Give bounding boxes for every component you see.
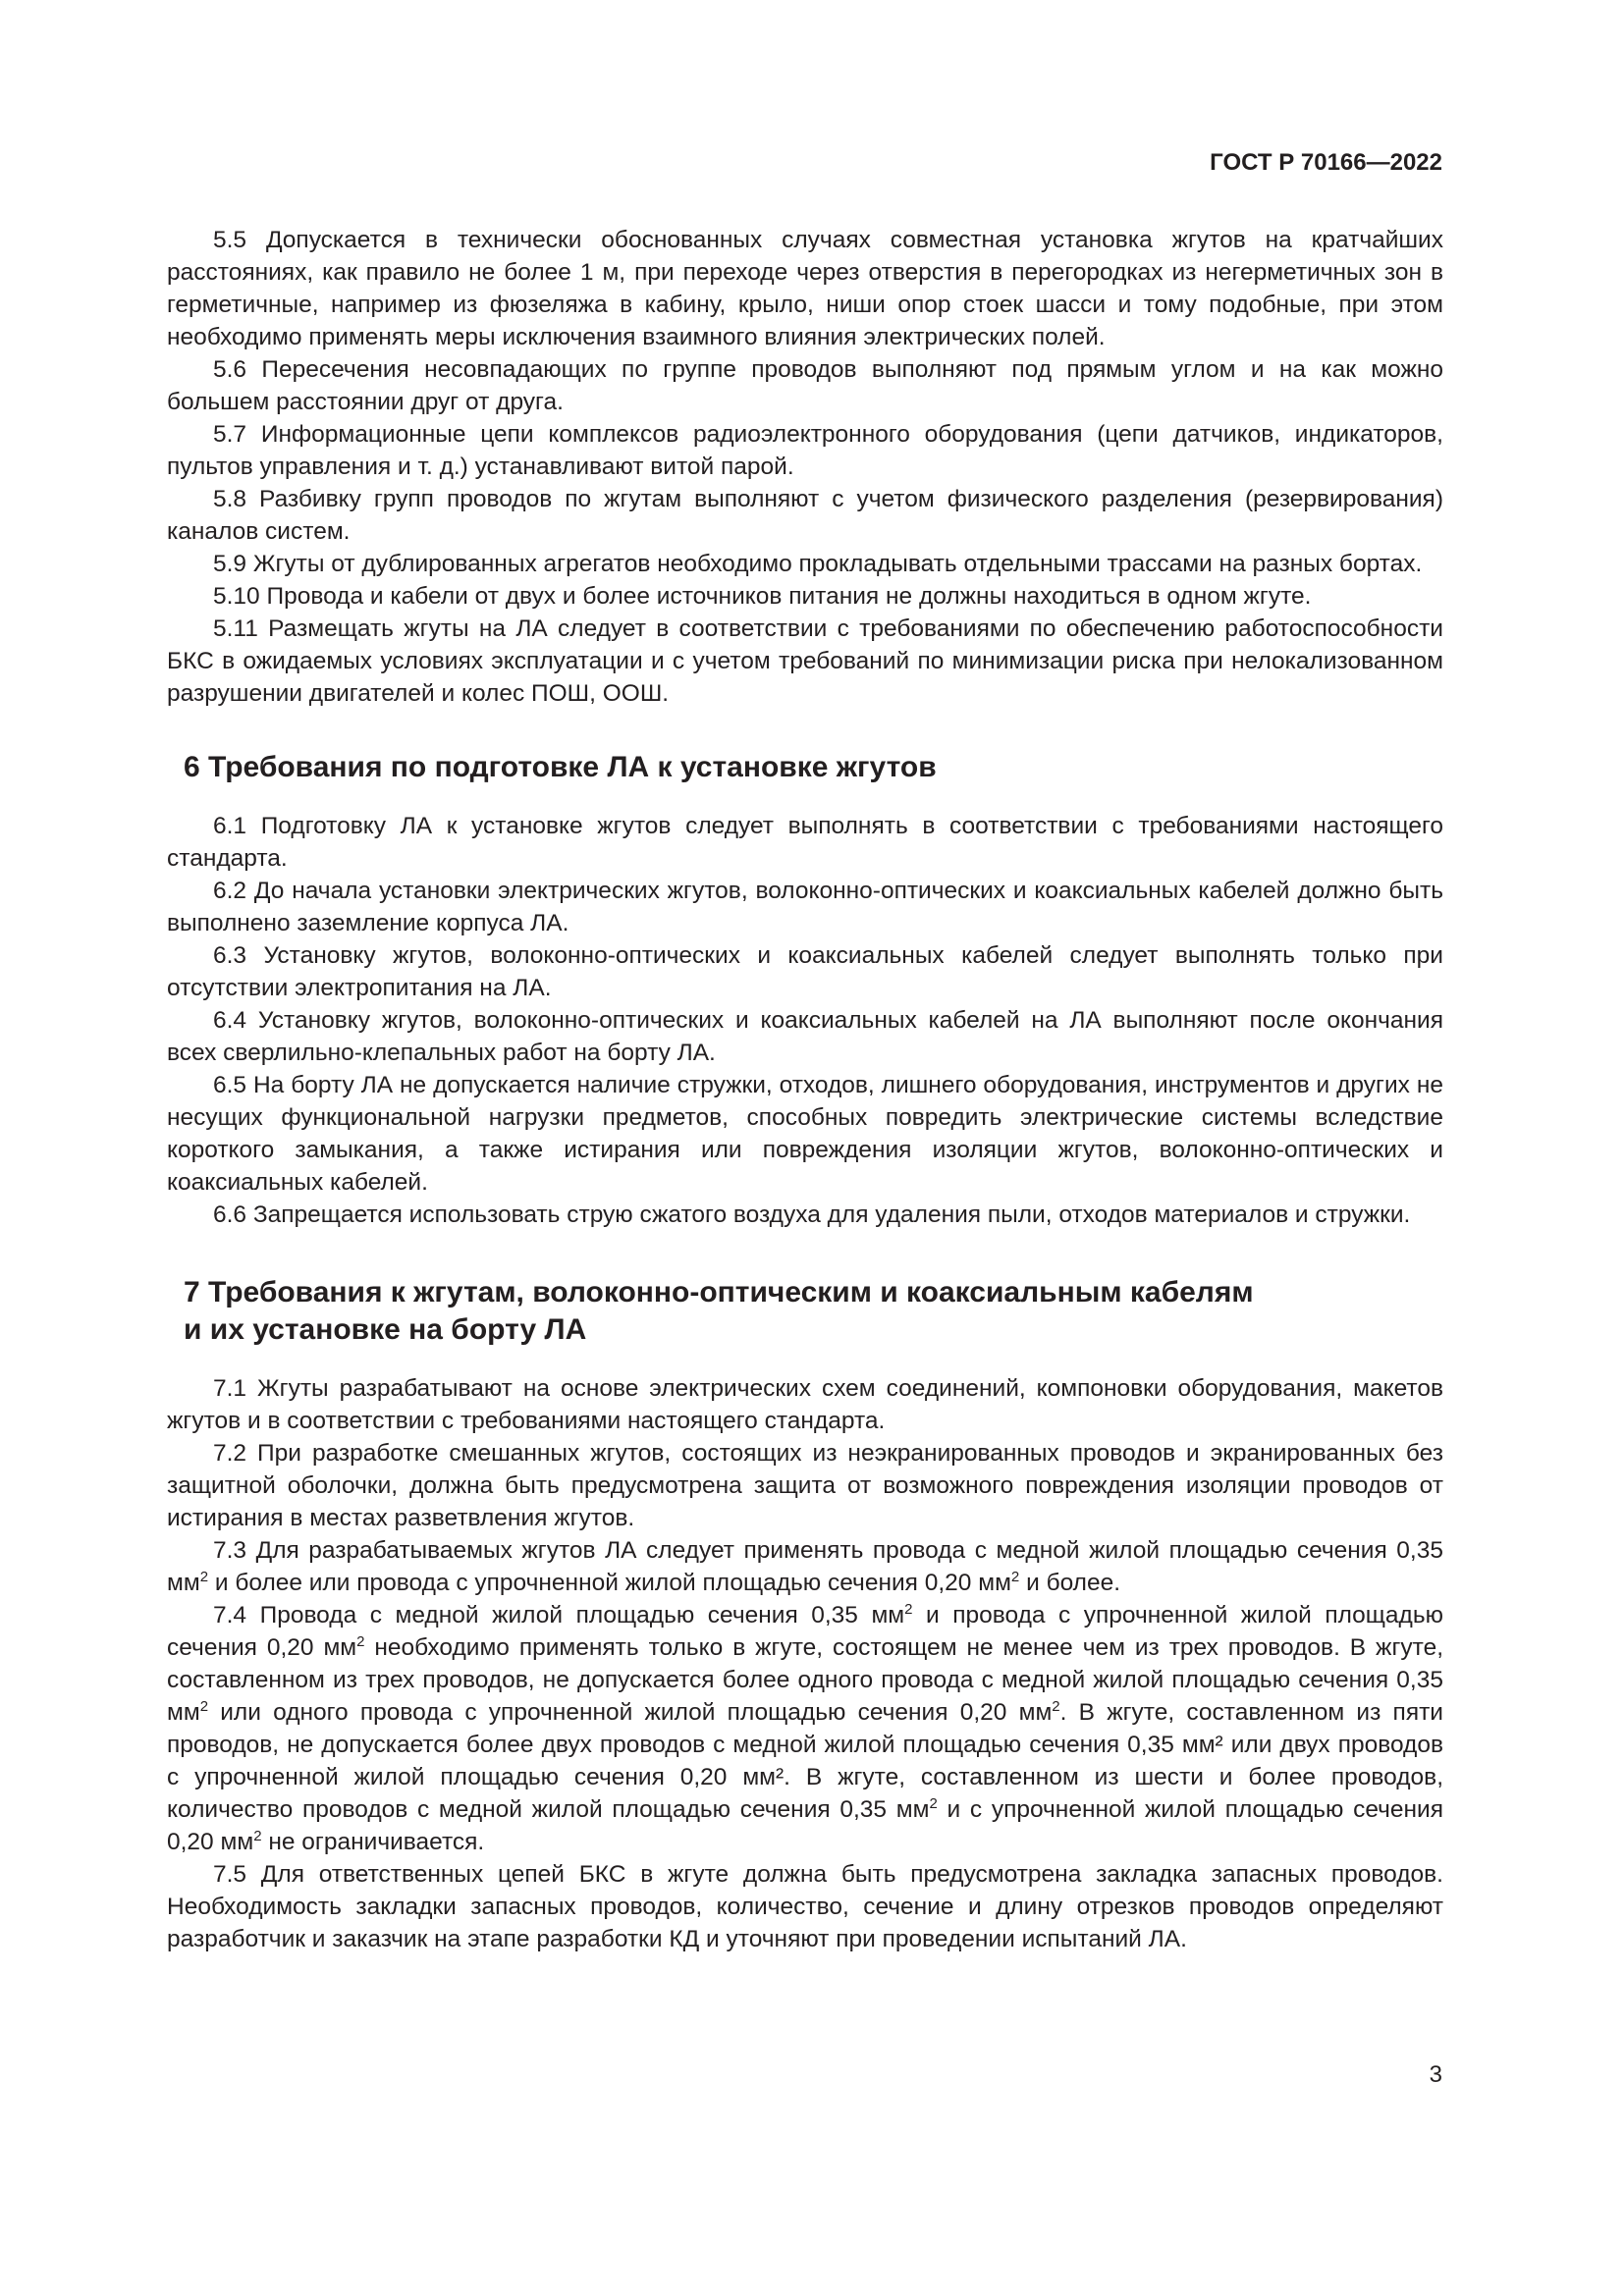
- text-run: или одного провода с упрочненной жилой площадью сечения 0,20 мм: [208, 1699, 1053, 1726]
- clause-7-2: 7.2 При разработке смешанных жгутов, состоящих из неэкранированных проводов и экранированных без защитной оболочки, должна быть предусмотрена защита от возможного повреждения изоляции проводов от истирания в местах разветвления жгутов.: [167, 1440, 1443, 1531]
- clause-5-8: 5.8 Разбивку групп проводов по жгутам выполняют с учетом физического разделения (резервирования) каналов систем.: [167, 486, 1443, 545]
- superscript: 2: [929, 1795, 938, 1812]
- page-body: [167, 224, 1443, 1955]
- clause-5-11: 5.11 Размещать жгуты на ЛА следует в соответствии с требованиями по обеспечению работоспособности БКС в ожидаемых условиях эксплуатации и с учетом требований по минимизации риска при нелокализованном разрушении двигателей и колес ПОШ, ООШ.: [167, 615, 1443, 707]
- clause-7-4: [167, 1599, 1443, 1858]
- section-6-heading: 6 Требования по подготовке ЛА к установке жгутов: [184, 751, 937, 783]
- clause-5-9: 5.9 Жгуты от дублированных агрегатов необходимо прокладывать отдельными трассами на разных бортах.: [213, 551, 1423, 577]
- clause-7-1: 7.1 Жгуты разрабатывают на основе электрических схем соединений, компоновки оборудования, макетов жгутов и в соответствии с требованиями настоящего стандарта.: [167, 1375, 1443, 1434]
- superscript: 2: [904, 1601, 913, 1618]
- clause-5-5: 5.5 Допускается в технически обоснованных случаях совместная установка жгутов на кратчайших расстояниях, как правило не более 1 м, при переходе через отверстия в перегородках из негерметичных зон в герметичные, например из фюзеляжа в кабину, крыло, ниши опор стоек шасси и тому подобные, при этом необходимо применять меры исключения взаимного влияния электрических полей.: [167, 227, 1443, 350]
- clause-7-3: [167, 1534, 1443, 1599]
- text-run: и более или провода с упрочненной жилой площадью сечения 0,20 мм: [208, 1570, 1011, 1596]
- clause-5-7: 5.7 Информационные цепи комплексов радиоэлектронного оборудования (цепи датчиков, индикаторов, пультов управления и т. д.) устанавливают витой парой.: [167, 421, 1443, 480]
- clause-5-6: 5.6 Пересечения несовпадающих по группе проводов выполняют под прямым углом и на как можно большем расстоянии друг от друга.: [167, 356, 1443, 415]
- page-number: 3: [1429, 2061, 1442, 2088]
- section-7-heading-line-2: и их установке на борту ЛА: [184, 1313, 587, 1346]
- text-run: и провода с упрочненной жилой площадью сечения 0,20 мм: [167, 1602, 1443, 1661]
- text-run: . В жгуте, составленном из пяти проводов, не допускается более двух проводов с медной жилой площадью сечения 0,35 мм² или двух проводов с упрочненной жилой площадью сечения 0,20 мм². В жгуте, составленном из шести и более проводов, количество проводов с медной жилой площадью сечения 0,35 мм: [167, 1699, 1443, 1823]
- clause-6-4: 6.4 Установку жгутов, волоконно-оптических и коаксиальных кабелей на ЛА выполняют после окончания всех сверлильно-клепальных работ на борту ЛА.: [167, 1007, 1443, 1066]
- clause-5-10: 5.10 Провода и кабели от двух и более источников питания не должны находиться в одном жгуте.: [213, 583, 1312, 610]
- superscript: 2: [356, 1633, 365, 1650]
- text-run: и более.: [1019, 1570, 1121, 1596]
- superscript: 2: [253, 1828, 262, 1844]
- text-run: 7.4 Провода с медной жилой площадью сечения 0,35 мм: [213, 1602, 905, 1629]
- clause-6-6: 6.6 Запрещается использовать струю сжатого воздуха для удаления пыли, отходов материалов и стружки.: [213, 1201, 1411, 1228]
- clause-6-5: 6.5 На борту ЛА не допускается наличие стружки, отходов, лишнего оборудования, инструментов и других не несущих функциональной нагрузки предметов, способных повредить электрические системы вследствие короткого замыкания, а также истирания или повреждения изоляции жгутов, волоконно-оптических и коаксиальных кабелей.: [167, 1072, 1443, 1196]
- text-run: необходимо применять только в жгуте, состоящем не менее чем из трех проводов. В жгуте, составленном из трех проводов, не допускается более одного провода с медной жилой площадью сечения 0,35 мм: [167, 1634, 1444, 1726]
- superscript: 2: [1010, 1569, 1020, 1585]
- superscript: 2: [199, 1698, 209, 1715]
- text-run: не ограничивается.: [261, 1829, 485, 1855]
- text-run: и с упрочненной жилой площадью сечения 0,20 мм: [167, 1796, 1444, 1855]
- clause-6-2: 6.2 До начала установки электрических жгутов, волоконно-оптических и коаксиальных кабелей должно быть выполнено заземление корпуса ЛА.: [167, 878, 1443, 936]
- section-7-heading: [184, 1274, 1443, 1349]
- clause-7-5: 7.5 Для ответственных цепей БКС в жгуте должна быть предусмотрена закладка запасных проводов. Необходимость закладки запасных проводов, количество, сечение и длину отрезков проводов определяют разработчик и заказчик на этапе разработки КД и уточняют при проведении испытаний ЛА.: [167, 1861, 1443, 1952]
- superscript: 2: [1052, 1698, 1060, 1715]
- document-designation: ГОСТ Р 70166—2022: [1210, 149, 1442, 176]
- clause-6-1: 6.1 Подготовку ЛА к установке жгутов следует выполнять в соответствии с требованиями настоящего стандарта.: [167, 813, 1443, 872]
- text-run: 7.3 Для разрабатываемых жгутов ЛА следует применять провода с медной жилой площадью сечения 0,35 мм: [167, 1537, 1443, 1596]
- clause-6-3: 6.3 Установку жгутов, волоконно-оптических и коаксиальных кабелей следует выполнять только при отсутствии электропитания на ЛА.: [167, 942, 1443, 1001]
- superscript: 2: [199, 1569, 209, 1585]
- section-7-heading-line-1: 7 Требования к жгутам, волоконно-оптическим и коаксиальным кабелям: [184, 1276, 1254, 1308]
